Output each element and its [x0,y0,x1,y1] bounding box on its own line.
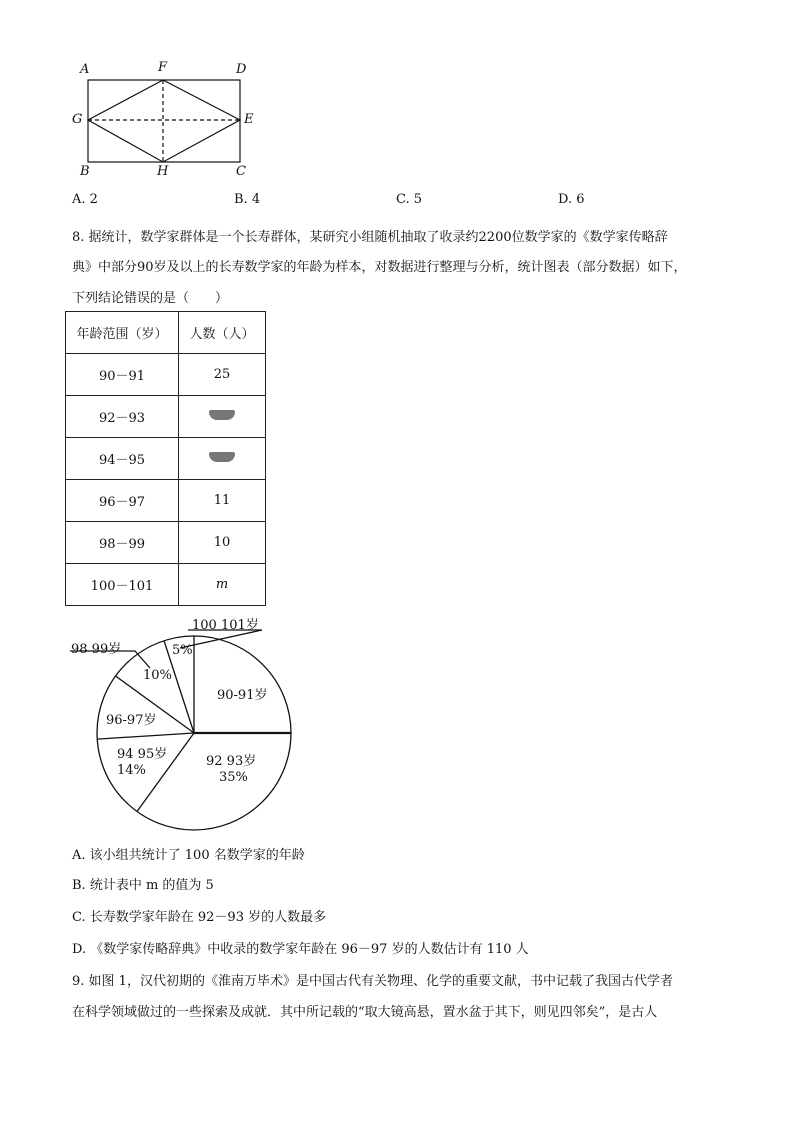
label-C: C [236,164,246,179]
label-E: E [244,112,254,127]
pie-label: 94 95岁 [117,747,168,762]
table-header: 人数（人） [179,312,266,354]
q9-stem-line: 9. 如图 1，汉代初期的《淮南万毕术》是中国古代有关物理、化学的重要文献，书中记载了我国古代学者 [72,974,673,989]
ink-blot [209,410,235,420]
q8-stem-line: 8. 据统计，数学家群体是一个长寿群体，某研究小组随机抽取了收录约2200位数学家的《数学家传略辞 [72,230,668,245]
age-table [65,311,266,606]
q8-option-b: B. 统计表中 m 的值为 5 [72,878,214,893]
q7-option-b: B. 4 [234,192,261,207]
table-row: 100－101 m [66,564,266,606]
q7-option-a: A. 2 [72,192,98,207]
pie-label: 92 93岁 [206,754,257,769]
table-row: 96－97 11 [66,480,266,522]
table-header: 年龄范围（岁） [66,312,179,354]
q7-option-d: D. 6 [558,192,585,207]
pie-label: 96-97岁 [106,713,157,728]
pie-label: 90-91岁 [217,688,268,703]
table-row: 94－95 [66,438,266,480]
pie-pct: 5% [172,643,193,658]
table-row: 90－91 25 [66,354,266,396]
table-row: 98－99 10 [66,522,266,564]
ink-blot [209,452,235,462]
pie-label: 98 99岁 [71,642,122,657]
pie-chart [70,630,291,830]
pie-label: 100 101岁 [192,618,259,633]
q8-option-d: D. 《数学家传略辞典》中收录的数学家年龄在 96－97 岁的人数估计有 110 人 [72,942,529,957]
label-H: H [157,164,169,179]
table-row: 92－93 [66,396,266,438]
label-B: B [80,164,90,179]
q8-stem-line: 典》中部分90岁及以上的长寿数学家的年龄为样本，对数据进行整理与分析，统计图表（部分数据）如下， [72,260,687,275]
pie-pct: 35% [219,770,248,785]
label-G: G [72,112,83,127]
q8-option-c: C. 长寿数学家年龄在 92－93 岁的人数最多 [72,910,327,925]
pie-slice-boundary [97,733,194,739]
rectangle-figure [88,80,240,162]
q7-option-c: C. 5 [396,192,423,207]
label-D: D [236,62,247,77]
q8-option-a: A. 该小组共统计了 100 名数学家的年龄 [72,848,305,863]
q9-stem-line: 在科学领域做过的一些探索及成就．其中所记载的“取大镜高悬，置水盆于其下，则见四邻矣”，是古人 [72,1005,658,1020]
q8-stem-line: 下列结论错误的是（ ） [72,291,229,306]
pie-pct: 10% [143,668,172,683]
pie-pct: 14% [117,763,146,778]
label-F: F [158,60,168,75]
label-A: A [80,62,90,77]
